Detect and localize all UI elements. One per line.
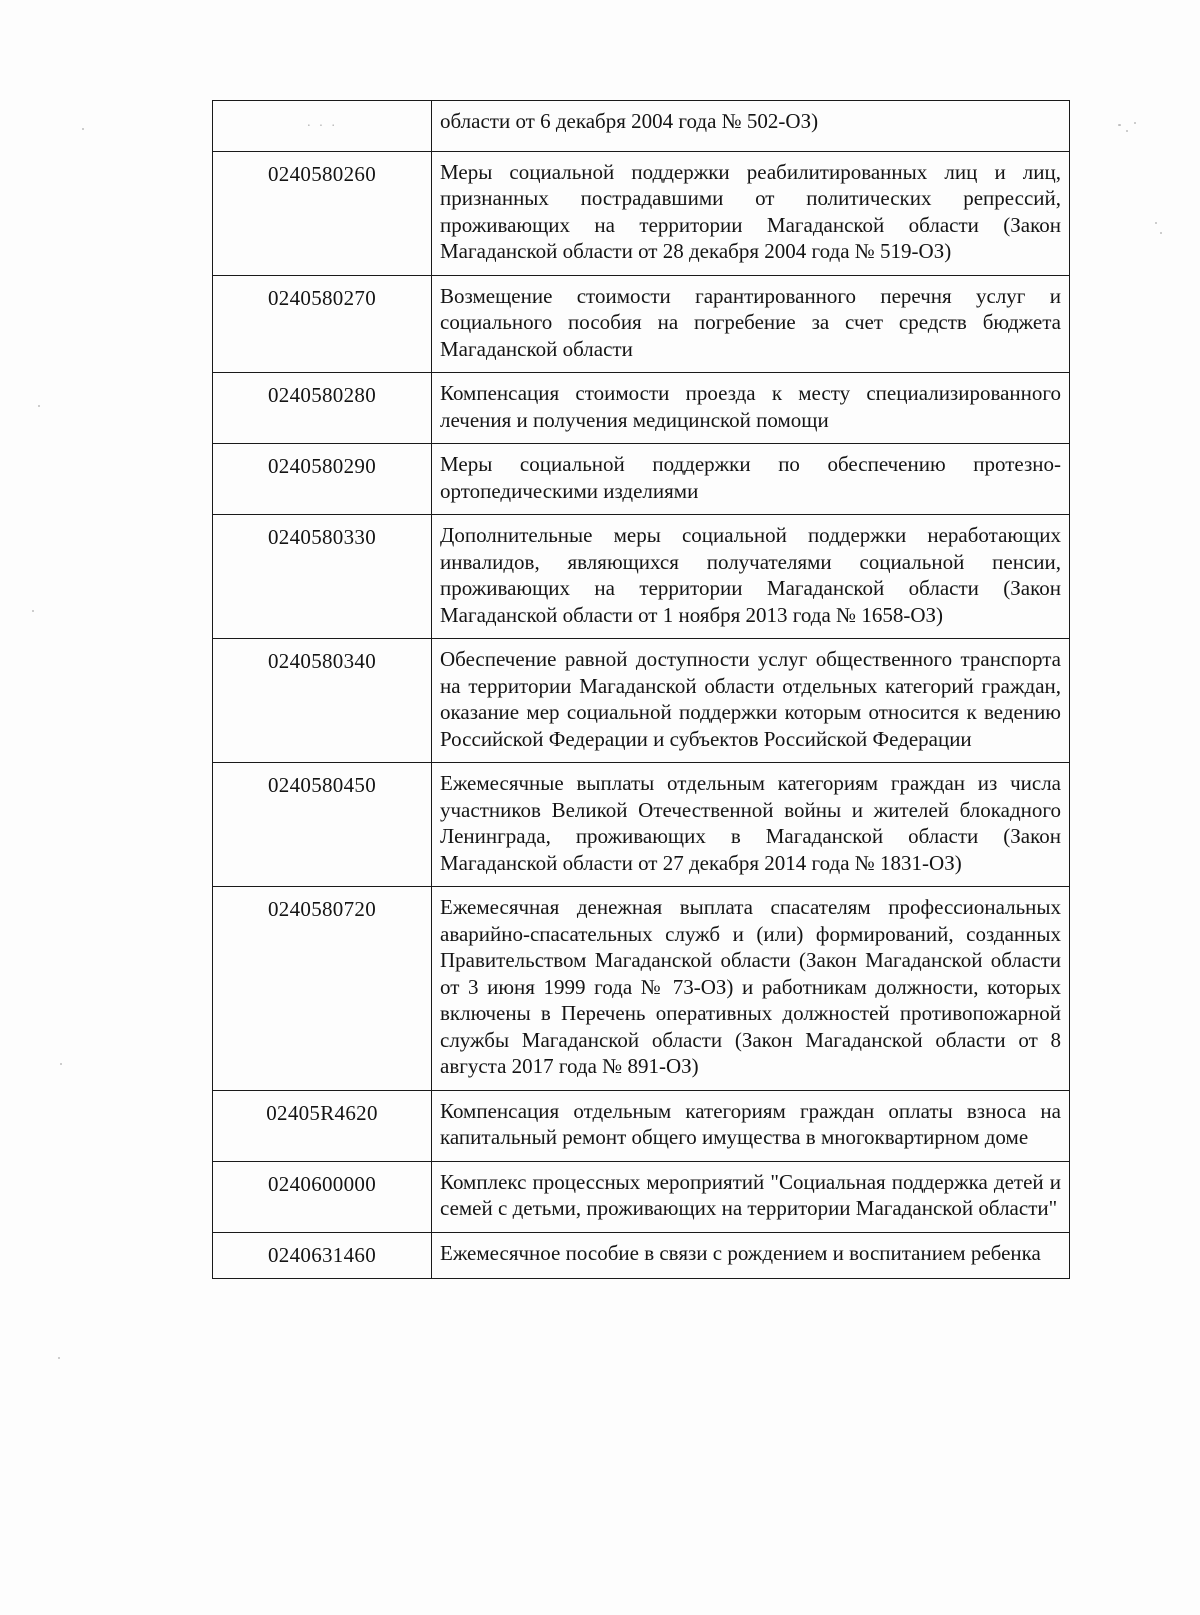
code-cell: 0240580340	[213, 639, 432, 763]
description-cell: Комплекс процессных мероприятий "Социальная поддержка детей и семей с детьми, проживающих на территории Магаданской области"	[432, 1161, 1070, 1232]
description-cell: Ежемесячные выплаты отдельным категориям граждан из числа участников Великой Отечественной войны и жителей блокадного Ленинграда, проживающих в Магаданской области (Закон Магаданской области от 27 декабря 2014 года № 1831-ОЗ)	[432, 763, 1070, 887]
description-cell: области от 6 декабря 2004 года № 502-ОЗ)	[432, 101, 1070, 152]
code-cell: 0240580720	[213, 887, 432, 1091]
code-cell	[213, 101, 432, 152]
table-row	[213, 515, 1070, 639]
budget-codes-table	[212, 100, 1070, 1279]
table-row	[213, 1161, 1070, 1232]
table-row	[213, 373, 1070, 444]
description-cell: Меры социальной поддержки реабилитированных лиц и лиц, признанных пострадавшими от политических репрессий, проживающих на территории Магаданской области (Закон Магаданской области от 28 декабря 2004 года № 519-ОЗ)	[432, 151, 1070, 275]
scan-speck	[1160, 232, 1162, 234]
description-cell: Ежемесячная денежная выплата спасателям профессиональных аварийно-спасательных служб и (или) формирований, созданных Правительством Магаданской области (Закон Магаданской области от 3 июня 1999 года № 73-ОЗ) и работникам должности, которых включены в Перечень оперативных должностей противопожарной службы Магаданской области (Закон Магаданской области от 8 августа 2017 года № 891-ОЗ)	[432, 887, 1070, 1091]
scan-speck	[60, 1063, 62, 1065]
description-cell: Обеспечение равной доступности услуг общественного транспорта на территории Магаданской области отдельных категорий граждан, оказание мер социальной поддержки которым относится к ведению Российской Федерации и субъектов Российской Федерации	[432, 639, 1070, 763]
scan-speck	[32, 610, 34, 612]
scan-speck	[1118, 124, 1121, 126]
scan-speck	[1155, 222, 1157, 224]
scan-speck	[58, 1357, 60, 1359]
description-cell: Ежемесячное пособие в связи с рождением и воспитанием ребенка	[432, 1232, 1070, 1279]
table-row	[213, 444, 1070, 515]
table-row	[213, 763, 1070, 887]
table-row	[213, 1090, 1070, 1161]
scan-speck	[1126, 130, 1128, 132]
table-row	[213, 639, 1070, 763]
table-row	[213, 275, 1070, 373]
code-cell: 0240580290	[213, 444, 432, 515]
scan-speck	[38, 405, 40, 407]
code-cell: 0240580260	[213, 151, 432, 275]
description-cell: Возмещение стоимости гарантированного перечня услуг и социального пособия на погребение за счет средств бюджета Магаданской области	[432, 275, 1070, 373]
description-cell: Компенсация стоимости проезда к месту специализированного лечения и получения медицинской помощи	[432, 373, 1070, 444]
table-row	[213, 887, 1070, 1091]
faded-scan-mark: · · ·	[306, 119, 338, 134]
code-cell: 0240631460	[213, 1232, 432, 1279]
code-cell: 0240580270	[213, 275, 432, 373]
code-cell: 0240600000	[213, 1161, 432, 1232]
code-cell: 02405R4620	[213, 1090, 432, 1161]
code-cell: 0240580450	[213, 763, 432, 887]
table-row	[213, 151, 1070, 275]
scan-speck	[82, 128, 84, 130]
code-cell: 0240580280	[213, 373, 432, 444]
table-row	[213, 101, 1070, 152]
description-cell: Компенсация отдельным категориям граждан оплаты взноса на капитальный ремонт общего имущества в многоквартирном доме	[432, 1090, 1070, 1161]
description-cell: Меры социальной поддержки по обеспечению протезно-ортопедическими изделиями	[432, 444, 1070, 515]
description-cell: Дополнительные меры социальной поддержки неработающих инвалидов, являющихся получателями социальной пенсии, проживающих на территории Магаданской области (Закон Магаданской области от 1 ноября 2013 года № 1658-ОЗ)	[432, 515, 1070, 639]
code-cell: 0240580330	[213, 515, 432, 639]
table-row	[213, 1232, 1070, 1279]
scan-speck	[1134, 122, 1136, 124]
